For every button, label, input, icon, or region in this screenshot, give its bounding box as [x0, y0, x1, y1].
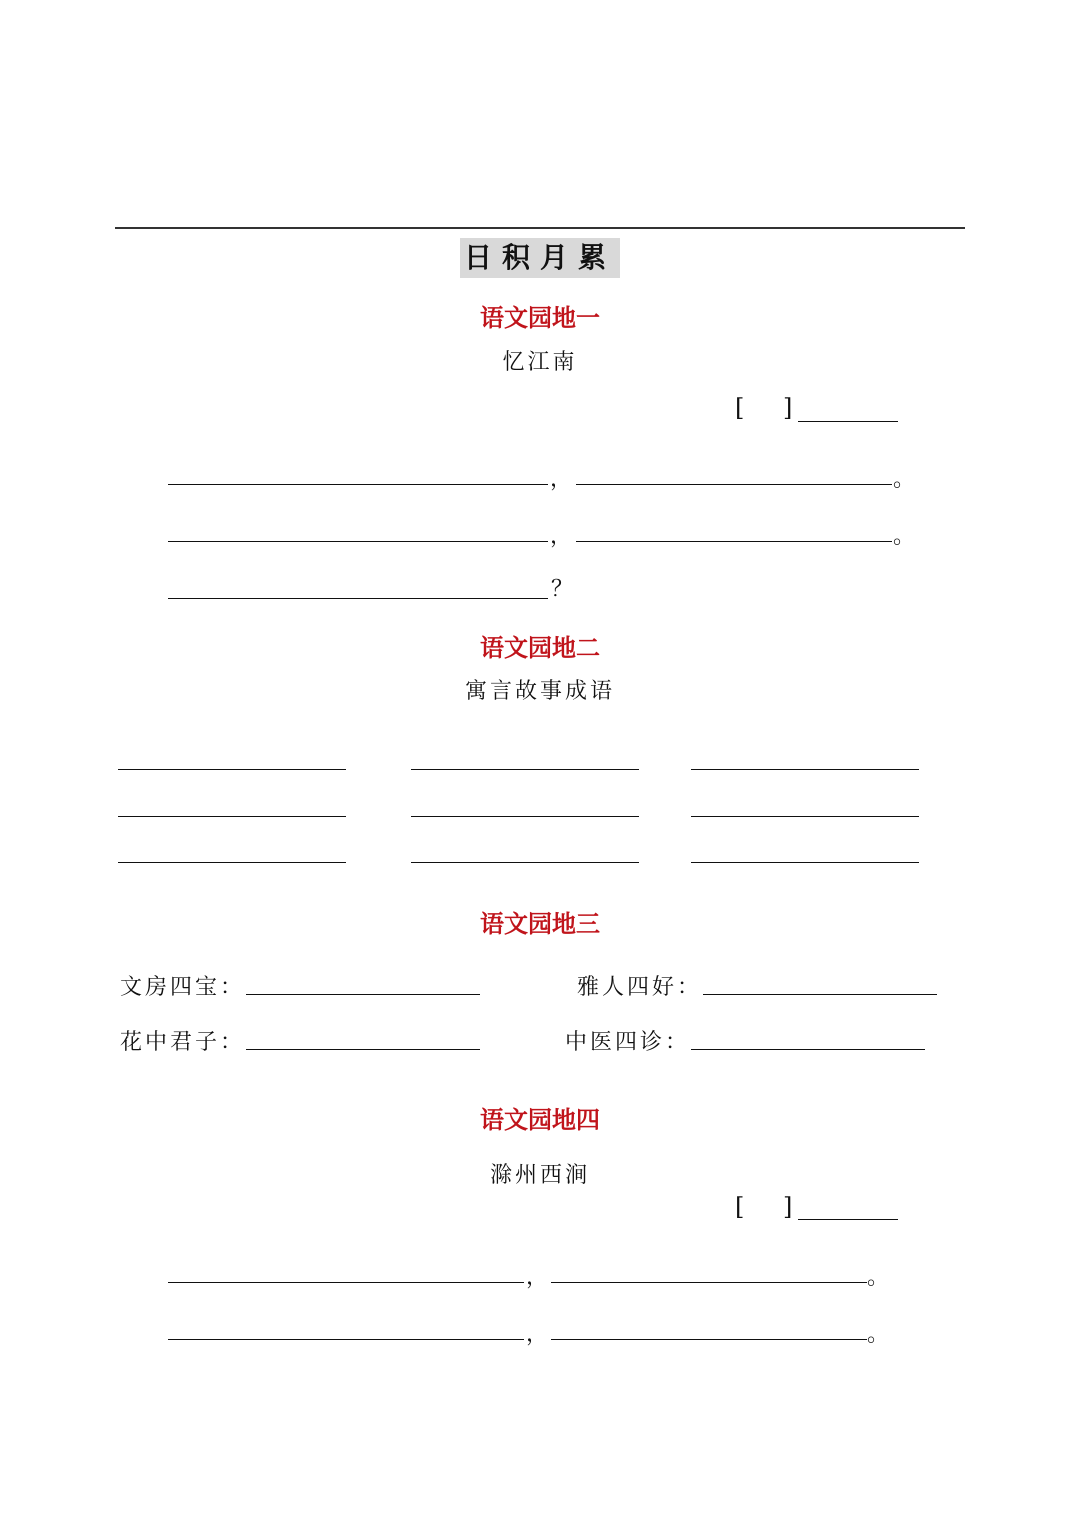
comma: ，: [550, 524, 573, 549]
section-heading-2: 语文园地二: [480, 634, 600, 662]
fill-blank-zhongyi-sizhen[interactable]: [691, 1049, 925, 1050]
answer-blank[interactable]: [551, 1339, 867, 1340]
period: 。: [893, 467, 916, 492]
answer-blank[interactable]: [168, 1339, 524, 1340]
comma: ，: [550, 467, 573, 492]
comma: ，: [526, 1322, 549, 1347]
answer-blank[interactable]: [168, 1282, 524, 1283]
answer-blank[interactable]: [168, 541, 548, 542]
fill-blank-huazhong-junzi[interactable]: [246, 1049, 480, 1050]
idiom-blank[interactable]: [691, 862, 919, 863]
section-heading-3: 语文园地三: [480, 910, 600, 938]
label-yaren-sihao: 雅人四好：: [577, 975, 703, 1000]
answer-blank[interactable]: [576, 484, 892, 485]
author-bracket-close-4: ]: [783, 1193, 793, 1221]
poem-title-1: 忆江南: [502, 350, 578, 375]
question-mark: ？: [551, 577, 574, 602]
period: 。: [893, 524, 916, 549]
idiom-blank[interactable]: [411, 769, 639, 770]
idiom-blank[interactable]: [691, 769, 919, 770]
top-rule: [115, 227, 965, 229]
period: 。: [867, 1265, 890, 1290]
poem-title-4: 滁州西涧: [489, 1163, 590, 1188]
comma: ，: [526, 1265, 549, 1290]
idiom-blank[interactable]: [118, 862, 346, 863]
idioms-subtitle: 寓言故事成语: [464, 679, 615, 704]
idiom-blank[interactable]: [411, 816, 639, 817]
author-bracket-open-4: [: [735, 1193, 745, 1221]
fill-blank-wenfang-sibao[interactable]: [246, 994, 480, 995]
answer-blank[interactable]: [168, 598, 548, 599]
idiom-blank[interactable]: [118, 769, 346, 770]
answer-blank[interactable]: [576, 541, 892, 542]
label-wenfang-sibao: 文房四宝：: [120, 975, 246, 1000]
author-bracket-open-1: [: [735, 394, 745, 422]
label-huazhong-junzi: 花中君子：: [120, 1030, 246, 1055]
label-zhongyi-sizhen: 中医四诊：: [565, 1030, 691, 1055]
author-blank-1[interactable]: [798, 421, 898, 422]
section-heading-4: 语文园地四: [480, 1106, 600, 1134]
period: 。: [867, 1322, 890, 1347]
fill-blank-yaren-sihao[interactable]: [703, 994, 937, 995]
author-blank-4[interactable]: [798, 1219, 898, 1220]
answer-blank[interactable]: [551, 1282, 867, 1283]
idiom-blank[interactable]: [118, 816, 346, 817]
section-heading-1: 语文园地一: [480, 304, 600, 332]
author-bracket-close-1: ]: [783, 394, 793, 422]
idiom-blank[interactable]: [411, 862, 639, 863]
answer-blank[interactable]: [168, 484, 548, 485]
page-title: 日积月累: [460, 238, 620, 278]
idiom-blank[interactable]: [691, 816, 919, 817]
